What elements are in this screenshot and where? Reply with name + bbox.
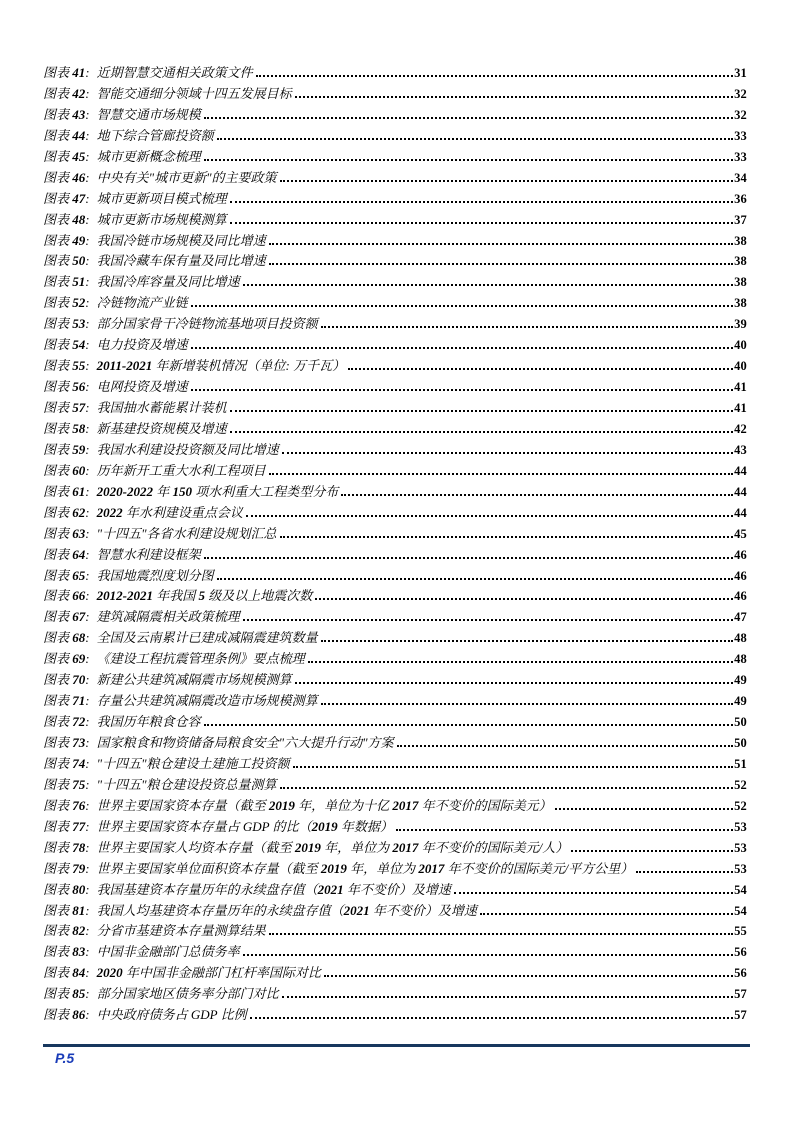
toc-entry[interactable] (43, 209, 747, 230)
toc-entry-title: 国家粮食和物资储备局粮食安全"六大提升行动"方案 (96, 735, 394, 750)
toc-entry-label: 图表 53: (43, 316, 90, 332)
toc-entry-title: 近期智慧交通相关政策文件 (96, 65, 253, 80)
toc-entry-title: 我国人均基建资本存量历年的永续盘存值（2021 年不变价）及增速 (96, 902, 477, 918)
toc-entry-page: 31 (734, 66, 747, 80)
toc-entry[interactable] (43, 606, 747, 627)
toc-entry[interactable] (43, 983, 747, 1004)
toc-entry[interactable] (43, 292, 747, 313)
toc-dot-leader (396, 826, 733, 831)
toc-entry-label: 图表 75: (43, 776, 90, 792)
toc-dot-leader (397, 742, 734, 747)
toc-entry[interactable] (43, 376, 747, 397)
toc-entry-page: 54 (734, 882, 747, 897)
toc-entry-label: 图表 69: (43, 651, 90, 667)
toc-entry-title: 世界主要国家资本存量占 GDP 的比（2019 年数据） (96, 818, 393, 834)
toc-entry[interactable] (43, 962, 747, 983)
toc-entry-title: 建筑减隔震相关政策梳理 (96, 609, 240, 625)
toc-entry-label: 图表 86: (43, 1007, 90, 1023)
toc-entry-page: 40 (734, 338, 747, 353)
toc-dot-leader (243, 616, 733, 621)
toc-entry-label: 图表 79: (43, 860, 90, 876)
toc-dot-leader (571, 847, 733, 852)
toc-entry-title: 中央政府债务占 GDP 比例 (96, 1007, 247, 1023)
toc-list (43, 62, 747, 1025)
toc-entry-label: 图表 66: (43, 588, 90, 604)
toc-entry-title: 新建公共建筑减隔震市场规模测算 (96, 672, 292, 688)
toc-entry-page: 41 (734, 401, 747, 415)
toc-entry-title: 世界主要国家资本存量（截至 2019 年，单位为十亿 2017 年不变价的国际美元） (96, 797, 552, 813)
toc-dot-leader (230, 407, 733, 412)
toc-entry-title: 地下综合管廊投资额 (96, 127, 214, 143)
toc-entry-page: 53 (734, 861, 747, 876)
toc-entry-title: 我国水利建设投资额及同比增速 (96, 441, 279, 457)
toc-entry-page: 41 (734, 380, 747, 395)
toc-dot-leader (280, 177, 734, 182)
toc-dot-leader (269, 930, 733, 935)
footer-divider (43, 1044, 750, 1047)
toc-entry-title: "十四五"粮仓建设投资总量测算 (96, 776, 277, 792)
toc-dot-leader (204, 554, 733, 559)
toc-entry-page: 38 (734, 254, 747, 269)
toc-entry-label: 图表 50: (43, 253, 90, 269)
toc-entry-page: 53 (734, 840, 747, 855)
toc-entry-label: 图表 49: (43, 232, 90, 248)
toc-entry[interactable] (43, 104, 747, 125)
toc-entry[interactable] (43, 481, 747, 502)
toc-entry-label: 图表 78: (43, 839, 90, 855)
toc-entry-title: 我国历年粮食仓容 (96, 714, 201, 730)
toc-dot-leader (480, 910, 733, 915)
toc-entry-page: 52 (734, 777, 747, 792)
toc-entry-label: 图表 73: (43, 735, 90, 750)
toc-entry-title: 智能交通细分领域十四五发展目标 (96, 85, 292, 101)
toc-entry[interactable] (43, 795, 747, 816)
toc-entry-title: 我国冷链市场规模及同比增速 (96, 232, 266, 248)
toc-entry[interactable] (43, 565, 747, 586)
toc-entry[interactable] (43, 418, 747, 439)
toc-dot-leader (269, 260, 733, 265)
toc-entry[interactable] (43, 900, 747, 921)
toc-entry-page: 40 (734, 359, 747, 374)
toc-entry-label: 图表 51: (43, 274, 90, 290)
toc-entry[interactable] (43, 753, 747, 774)
toc-entry-title: 我国抽水蓄能累计装机 (96, 400, 227, 415)
toc-entry-label: 图表 67: (43, 609, 90, 625)
toc-entry-title: 部分国家骨干冷链物流基地项目投资额 (96, 316, 318, 332)
toc-dot-leader (555, 805, 733, 810)
toc-entry[interactable] (43, 230, 747, 251)
toc-entry[interactable] (43, 439, 747, 460)
toc-dot-leader (282, 449, 733, 454)
toc-entry[interactable] (43, 460, 747, 481)
toc-entry[interactable] (43, 125, 747, 146)
toc-entry-label: 图表 44: (43, 127, 90, 143)
toc-entry-page: 56 (734, 945, 747, 960)
toc-entry-label: 图表 64: (43, 546, 90, 562)
toc-entry-page: 54 (734, 903, 747, 918)
toc-entry-label: 图表 72: (43, 714, 90, 730)
toc-entry[interactable] (43, 334, 747, 355)
toc-entry-page: 38 (734, 233, 747, 248)
toc-entry-title: 我国地震烈度划分图 (96, 567, 214, 583)
toc-entry[interactable] (43, 690, 747, 711)
toc-entry-page: 33 (734, 149, 747, 164)
toc-dot-leader (269, 240, 733, 245)
toc-entry[interactable] (43, 816, 747, 837)
toc-entry-title: 《建设工程抗震管理条例》要点梳理 (96, 651, 305, 667)
toc-entry-label: 图表 45: (43, 148, 90, 164)
toc-entry[interactable] (43, 879, 747, 900)
toc-entry[interactable] (43, 167, 747, 188)
toc-entry-page: 55 (734, 924, 747, 939)
toc-dot-leader (246, 512, 733, 517)
toc-entry-page: 52 (734, 798, 747, 813)
toc-dot-leader (256, 72, 733, 77)
toc-entry-page: 32 (734, 86, 747, 101)
toc-dot-leader (280, 784, 734, 789)
toc-entry[interactable] (43, 858, 747, 879)
toc-entry-page: 34 (734, 170, 747, 185)
toc-entry-page: 49 (734, 673, 747, 688)
toc-entry-page: 57 (734, 1008, 747, 1023)
toc-entry-label: 图表 62: (43, 504, 90, 520)
toc-entry-page: 42 (734, 421, 747, 436)
toc-entry-label: 图表 82: (43, 923, 90, 939)
toc-entry-page: 47 (734, 610, 747, 625)
toc-entry-title: 2011-2021 年新增装机情况（单位: 万千瓦） (96, 358, 346, 374)
toc-entry-title: 部分国家地区债务率分部门对比 (96, 986, 279, 1002)
toc-dot-leader (454, 889, 733, 894)
toc-entry-label: 图表 68: (43, 630, 90, 646)
toc-entry-page: 37 (734, 212, 747, 227)
toc-entry-page: 50 (734, 736, 747, 750)
toc-entry-label: 图表 61: (43, 483, 90, 499)
toc-entry-title: "十四五"粮仓建设土建施工投资额 (96, 755, 290, 771)
toc-entry-page: 53 (734, 819, 747, 834)
toc-entry[interactable] (43, 313, 747, 334)
toc-entry-page: 39 (734, 317, 747, 332)
toc-entry-title: 2012-2021 年我国 5 级及以上地震次数 (96, 588, 313, 604)
toc-entry-title: 新基建投资规模及增速 (96, 420, 227, 436)
toc-entry[interactable] (43, 920, 747, 941)
toc-entry-title: 我国基建资本存量历年的永续盘存值（2021 年不变价）及增速 (96, 881, 451, 897)
toc-entry-title: 中央有关"城市更新"的主要政策 (96, 169, 277, 185)
toc-entry-label: 图表 77: (43, 818, 90, 834)
toc-entry-label: 图表 59: (43, 441, 90, 457)
toc-dot-leader (230, 428, 733, 433)
toc-entry-label: 图表 41: (43, 65, 90, 80)
toc-entry-page: 48 (734, 631, 747, 646)
toc-entry[interactable] (43, 585, 747, 606)
toc-entry[interactable] (43, 774, 747, 795)
toc-entry[interactable] (43, 941, 747, 962)
toc-entry-page: 38 (734, 296, 747, 311)
toc-entry-title: 存量公共建筑减隔震改造市场规模测算 (96, 693, 318, 709)
toc-entry-label: 图表 84: (43, 965, 90, 981)
toc-dot-leader (243, 951, 733, 956)
toc-entry-page: 44 (734, 505, 747, 520)
toc-entry-page: 48 (734, 652, 747, 667)
toc-entry-title: 2022 年水利建设重点会议 (96, 504, 243, 520)
toc-entry[interactable] (43, 627, 747, 648)
toc-dot-leader (324, 972, 733, 977)
toc-entry-label: 图表 47: (43, 190, 90, 206)
toc-entry-title: 城市更新市场规模测算 (96, 211, 227, 227)
toc-dot-leader (321, 637, 733, 642)
toc-dot-leader (308, 658, 733, 663)
toc-entry-page: 49 (734, 694, 747, 709)
toc-dot-leader (191, 302, 733, 307)
toc-entry-label: 图表 76: (43, 797, 90, 813)
toc-entry[interactable] (43, 711, 747, 732)
toc-entry-label: 图表 80: (43, 881, 90, 897)
toc-dot-leader (341, 491, 733, 496)
toc-entry-title: 全国及云南累计已建成减隔震建筑数量 (96, 630, 318, 646)
toc-dot-leader (321, 323, 733, 328)
toc-entry-title: 中国非金融部门总债务率 (96, 944, 240, 960)
toc-entry-page: 45 (734, 526, 747, 541)
toc-entry-label: 图表 85: (43, 986, 90, 1002)
toc-entry-label: 图表 55: (43, 358, 90, 374)
toc-entry-title: "十四五"各省水利建设规划汇总 (96, 525, 277, 541)
toc-entry-title: 城市更新概念梳理 (96, 148, 201, 164)
toc-entry-label: 图表 74: (43, 755, 90, 771)
toc-entry-page: 36 (734, 191, 747, 206)
toc-entry-label: 图表 56: (43, 379, 90, 395)
toc-entry-page: 33 (734, 128, 747, 143)
toc-entry-page: 43 (734, 442, 747, 457)
toc-dot-leader (191, 386, 733, 391)
toc-entry-page: 32 (734, 107, 747, 122)
toc-entry-label: 图表 65: (43, 567, 90, 583)
toc-entry[interactable] (43, 188, 747, 209)
toc-entry[interactable] (43, 271, 747, 292)
toc-dot-leader (280, 533, 734, 538)
toc-entry[interactable] (43, 544, 747, 565)
toc-entry[interactable] (43, 523, 747, 544)
toc-entry-label: 图表 83: (43, 944, 90, 960)
toc-entry[interactable] (43, 62, 747, 83)
toc-dot-leader (636, 868, 733, 873)
toc-dot-leader (204, 156, 733, 161)
toc-dot-leader (217, 575, 733, 580)
toc-entry-label: 图表 52: (43, 295, 90, 311)
toc-entry-page: 57 (734, 987, 747, 1002)
toc-entry-label: 图表 57: (43, 400, 90, 415)
toc-entry-title: 世界主要国家人均资本存量（截至 2019 年，单位为 2017 年不变价的国际美元/人） (96, 839, 569, 855)
toc-entry-page: 46 (734, 589, 747, 604)
toc-entry[interactable] (43, 648, 747, 669)
toc-entry-label: 图表 48: (43, 211, 90, 227)
page-number-label: P.5 (55, 1050, 75, 1066)
toc-entry-title: 电力投资及增速 (96, 337, 188, 353)
toc-entry-title: 我国冷藏车保有量及同比增速 (96, 253, 266, 269)
toc-entry[interactable] (43, 669, 747, 690)
toc-entry[interactable] (43, 355, 747, 376)
toc-entry-title: 世界主要国家单位面积资本存量（截至 2019 年，单位为 2017 年不变价的国际美元/平方公里） (96, 860, 634, 876)
toc-entry[interactable] (43, 83, 747, 104)
toc-entry[interactable] (43, 397, 747, 418)
toc-entry-label: 图表 43: (43, 106, 90, 122)
toc-entry-title: 电网投资及增速 (96, 379, 188, 395)
toc-entry[interactable] (43, 502, 747, 523)
toc-entry-label: 图表 71: (43, 693, 90, 709)
toc-entry-page: 46 (734, 547, 747, 562)
toc-entry-title: 2020 年中国非金融部门杠杆率国际对比 (96, 965, 321, 981)
toc-entry[interactable] (43, 146, 747, 167)
toc-entry-label: 图表 81: (43, 902, 90, 918)
toc-entry-page: 51 (734, 756, 747, 771)
toc-dot-leader (204, 114, 733, 119)
toc-dot-leader (204, 721, 733, 726)
toc-dot-leader (191, 344, 733, 349)
toc-dot-leader (315, 595, 733, 600)
toc-dot-leader (295, 679, 733, 684)
toc-entry-page: 50 (734, 715, 747, 730)
toc-entry-title: 我国冷库容量及同比增速 (96, 274, 240, 290)
toc-dot-leader (293, 763, 734, 768)
toc-entry-label: 图表 58: (43, 420, 90, 436)
toc-dot-leader (230, 219, 733, 224)
toc-entry-title: 智慧水利建设框架 (96, 546, 201, 562)
toc-entry[interactable] (43, 1004, 747, 1025)
toc-entry-title: 冷链物流产业链 (96, 295, 188, 311)
toc-entry-page: 56 (734, 966, 747, 981)
toc-entry-label: 图表 46: (43, 169, 90, 185)
toc-entry-label: 图表 60: (43, 462, 90, 478)
toc-entry-page: 44 (734, 484, 747, 499)
toc-entry-label: 图表 70: (43, 672, 90, 688)
toc-entry-page: 44 (734, 463, 747, 478)
toc-entry-label: 图表 42: (43, 85, 90, 101)
toc-entry[interactable] (43, 837, 747, 858)
toc-dot-leader (348, 365, 733, 370)
toc-entry-label: 图表 54: (43, 337, 90, 353)
toc-entry-title: 历年新开工重大水利工程项目 (96, 462, 266, 478)
toc-entry-title: 城市更新项目模式梳理 (96, 190, 227, 206)
toc-dot-leader (243, 281, 733, 286)
toc-entry-label: 图表 63: (43, 525, 90, 541)
toc-entry-title: 智慧交通市场规模 (96, 106, 201, 122)
toc-dot-leader (282, 993, 733, 998)
toc-entry[interactable] (43, 732, 747, 753)
toc-entry[interactable] (43, 250, 747, 271)
toc-dot-leader (250, 1014, 734, 1019)
toc-dot-leader (217, 135, 733, 140)
toc-entry-page: 38 (734, 275, 747, 290)
toc-entry-page: 46 (734, 568, 747, 583)
toc-dot-leader (295, 93, 733, 98)
toc-entry-title: 2020-2022 年 150 项水利重大工程类型分布 (96, 483, 339, 499)
toc-dot-leader (230, 198, 733, 203)
toc-dot-leader (269, 470, 733, 475)
toc-dot-leader (321, 700, 733, 705)
toc-entry-title: 分省市基建资本存量测算结果 (96, 923, 266, 939)
